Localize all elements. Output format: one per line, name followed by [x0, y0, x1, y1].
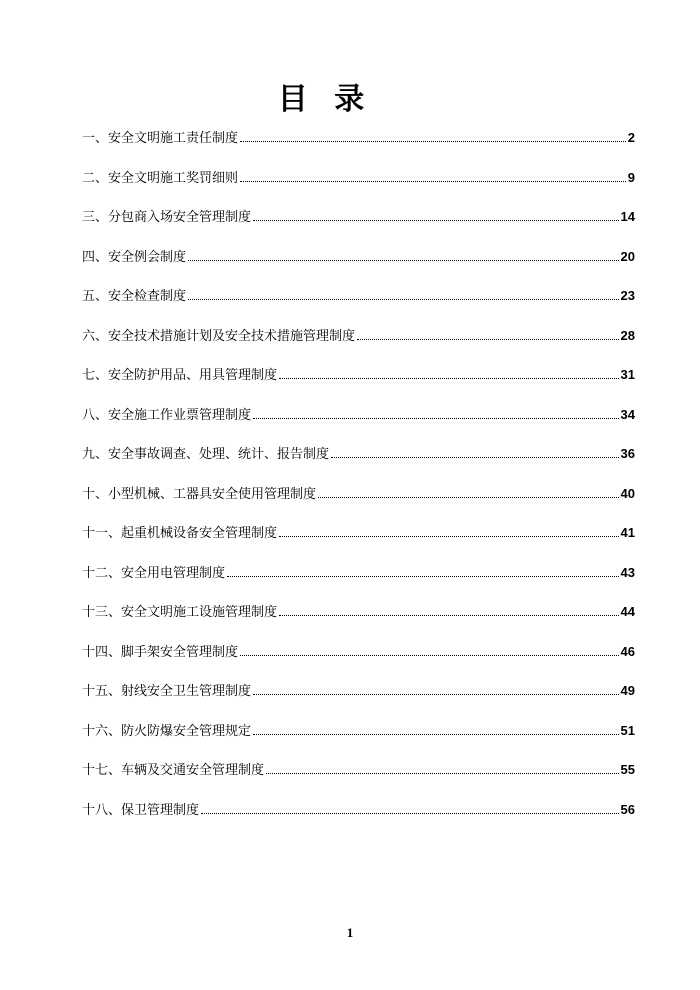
toc-entry-page: 56 — [620, 801, 635, 817]
toc-entry-page: 28 — [620, 327, 635, 343]
toc-entry-label: 十六、防火防爆安全管理规定 — [82, 723, 252, 739]
toc-entry-page: 34 — [620, 406, 635, 422]
toc-entry-label: 四、安全例会制度 — [82, 249, 187, 265]
toc-entry-label: 十三、安全文明施工设施管理制度 — [82, 605, 278, 620]
toc-entry-label: 二、安全文明施工奖罚细则 — [82, 170, 239, 186]
dot-leader — [279, 378, 619, 379]
toc-entry-3[interactable] — [82, 207, 635, 247]
toc-entry-17[interactable] — [82, 760, 635, 800]
toc-entry-page: 40 — [620, 485, 635, 501]
dot-leader — [240, 655, 619, 656]
toc-entry-label: 五、安全检查制度 — [82, 289, 187, 304]
toc-entry-label: 十、小型机械、工器具安全使用管理制度 — [82, 486, 317, 502]
toc-entry-9[interactable] — [82, 444, 635, 484]
toc-entry-page: 31 — [620, 367, 635, 382]
toc-entry-7[interactable] — [82, 365, 635, 405]
toc-entry-label: 十七、车辆及交通安全管理制度 — [82, 763, 265, 778]
toc-entry-13[interactable] — [82, 602, 635, 642]
dot-leader — [253, 694, 619, 695]
toc-entry-11[interactable] — [82, 523, 635, 563]
toc-entry-page: 49 — [620, 683, 635, 698]
dot-leader — [188, 260, 619, 261]
toc-entry-4[interactable] — [82, 247, 635, 287]
table-of-contents — [82, 128, 635, 839]
dot-leader — [357, 339, 619, 340]
toc-entry-2[interactable] — [82, 168, 635, 208]
toc-entry-page: 43 — [620, 564, 635, 580]
toc-entry-1[interactable] — [82, 128, 635, 168]
toc-entry-page: 23 — [620, 288, 635, 303]
dot-leader — [240, 141, 626, 142]
toc-entry-10[interactable] — [82, 484, 635, 524]
toc-entry-page: 2 — [627, 130, 635, 145]
dot-leader — [201, 813, 619, 814]
toc-entry-page: 20 — [620, 248, 635, 264]
dot-leader — [318, 497, 619, 498]
dot-leader — [253, 418, 619, 419]
dot-leader — [227, 576, 619, 577]
dot-leader — [331, 457, 619, 458]
dot-leader — [188, 299, 619, 300]
toc-entry-page: 9 — [627, 169, 635, 185]
toc-entry-16[interactable] — [82, 721, 635, 761]
dot-leader — [266, 773, 619, 774]
toc-entry-page: 41 — [620, 525, 635, 540]
toc-entry-label: 八、安全施工作业票管理制度 — [82, 407, 252, 423]
toc-entry-label: 十四、脚手架安全管理制度 — [82, 644, 239, 660]
dot-leader — [279, 615, 619, 616]
toc-entry-label: 十五、射线安全卫生管理制度 — [82, 684, 252, 699]
toc-entry-8[interactable] — [82, 405, 635, 445]
toc-entry-page: 14 — [620, 209, 635, 224]
dot-leader — [240, 181, 626, 182]
toc-entry-18[interactable] — [82, 800, 635, 840]
toc-entry-label: 十二、安全用电管理制度 — [82, 565, 226, 581]
toc-entry-label: 六、安全技术措施计划及安全技术措施管理制度 — [82, 328, 356, 344]
toc-entry-label: 一、安全文明施工责任制度 — [82, 131, 239, 146]
toc-entry-6[interactable] — [82, 326, 635, 366]
dot-leader — [253, 734, 619, 735]
page-title: 目 录 — [277, 82, 373, 117]
toc-entry-label: 七、安全防护用品、用具管理制度 — [82, 368, 278, 383]
toc-entry-label: 九、安全事故调查、处理、统计、报告制度 — [82, 447, 330, 462]
page-number: 1 — [346, 925, 354, 940]
toc-entry-page: 55 — [620, 762, 635, 777]
toc-entry-page: 46 — [620, 643, 635, 659]
toc-entry-page: 36 — [620, 446, 635, 461]
toc-entry-5[interactable] — [82, 286, 635, 326]
toc-entry-label: 十八、保卫管理制度 — [82, 802, 200, 818]
toc-entry-14[interactable] — [82, 642, 635, 682]
toc-entry-15[interactable] — [82, 681, 635, 721]
toc-entry-label: 十一、起重机械设备安全管理制度 — [82, 526, 278, 541]
toc-entry-page: 51 — [620, 722, 635, 738]
dot-leader — [253, 220, 619, 221]
dot-leader — [279, 536, 619, 537]
toc-entry-12[interactable] — [82, 563, 635, 603]
toc-entry-label: 三、分包商入场安全管理制度 — [82, 210, 252, 225]
toc-entry-page: 44 — [620, 604, 635, 619]
